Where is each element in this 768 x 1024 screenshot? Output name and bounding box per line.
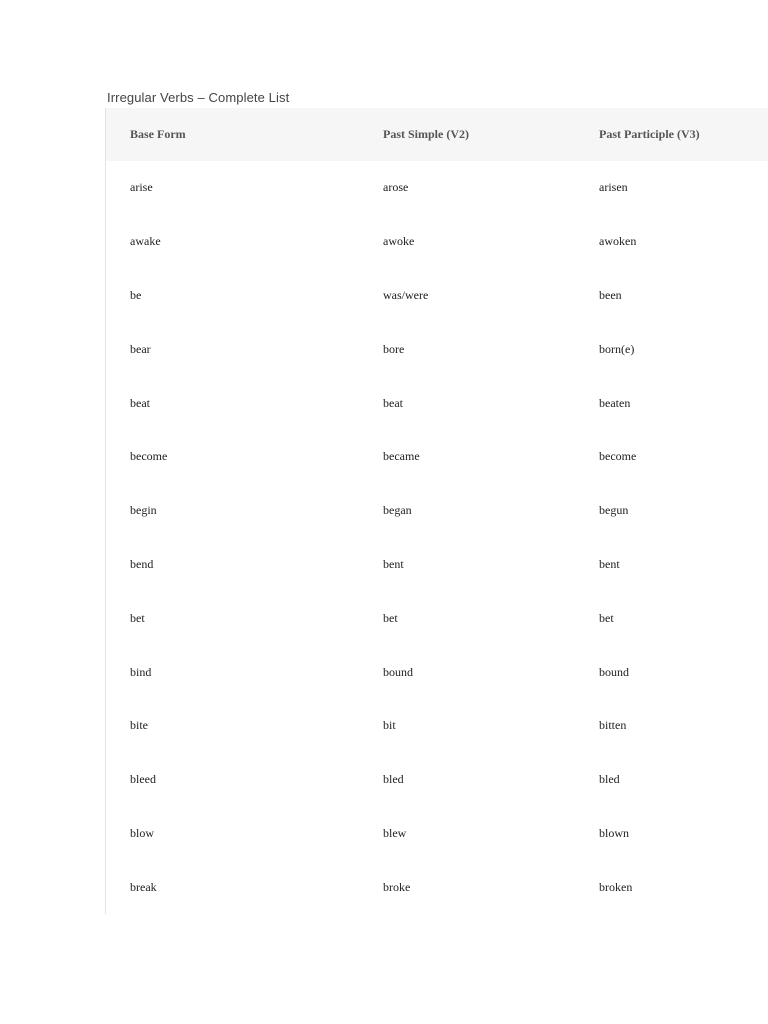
past-participle-cell: bled (599, 772, 620, 787)
past-simple-cell: became (383, 449, 420, 464)
past-participle-cell: beaten (599, 395, 631, 410)
base-form-cell: begin (130, 503, 157, 518)
past-participle-cell: bound (599, 664, 629, 679)
base-form-cell: bind (130, 664, 152, 679)
table-row (106, 161, 768, 215)
table-row (106, 322, 768, 376)
table-row (106, 753, 768, 807)
past-simple-cell: broke (383, 879, 411, 894)
past-participle-cell: become (599, 449, 637, 464)
past-simple-cell: bet (383, 610, 398, 625)
base-form-cell: bleed (130, 772, 156, 787)
base-form-cell: bear (130, 341, 151, 356)
past-simple-cell: bled (383, 772, 404, 787)
table-row (106, 430, 768, 484)
table-row (106, 645, 768, 699)
base-form-cell: be (130, 287, 142, 302)
column-header-past-simple: Past Simple (V2) (383, 127, 469, 141)
past-simple-cell: bound (383, 664, 413, 679)
table-row (106, 538, 768, 592)
past-simple-cell: bore (383, 341, 405, 356)
past-participle-cell: awoken (599, 234, 637, 249)
past-simple-cell: began (383, 503, 412, 518)
base-form-cell: arise (130, 180, 153, 195)
page-title: Irregular Verbs – Complete List (107, 90, 290, 105)
table-row (106, 807, 768, 861)
verbs-table-container (105, 108, 768, 914)
base-form-cell: beat (130, 395, 150, 410)
base-form-cell: become (130, 449, 168, 464)
base-form-cell: break (130, 879, 157, 894)
table-row (106, 591, 768, 645)
table-row (106, 269, 768, 323)
past-participle-cell: blown (599, 825, 629, 840)
past-participle-cell: arisen (599, 180, 628, 195)
past-simple-cell: blew (383, 825, 407, 840)
past-participle-cell: bet (599, 610, 614, 625)
past-simple-cell: was/were (383, 287, 429, 302)
base-form-cell: bite (130, 718, 148, 733)
past-participle-cell: born(e) (599, 341, 635, 356)
past-simple-cell: beat (383, 395, 403, 410)
table-row (106, 699, 768, 753)
column-header-base-form: Base Form (130, 127, 186, 141)
base-form-cell: bend (130, 556, 154, 571)
irregular-verbs-table (106, 108, 768, 914)
past-simple-cell: arose (383, 180, 409, 195)
base-form-cell: bet (130, 610, 145, 625)
table-header-row (106, 108, 768, 161)
past-simple-cell: bit (383, 718, 396, 733)
column-header-past-participle: Past Participle (V3) (599, 127, 700, 141)
table-body (106, 161, 768, 914)
past-simple-cell: bent (383, 556, 404, 571)
base-form-cell: blow (130, 825, 154, 840)
past-simple-cell: awoke (383, 234, 415, 249)
base-form-cell: awake (130, 234, 161, 249)
past-participle-cell: begun (599, 503, 629, 518)
table-row (106, 484, 768, 538)
table-row (106, 376, 768, 430)
past-participle-cell: broken (599, 879, 633, 894)
table-row (106, 215, 768, 269)
table-row (106, 860, 768, 914)
past-participle-cell: bitten (599, 718, 627, 733)
past-participle-cell: been (599, 287, 622, 302)
past-participle-cell: bent (599, 556, 620, 571)
